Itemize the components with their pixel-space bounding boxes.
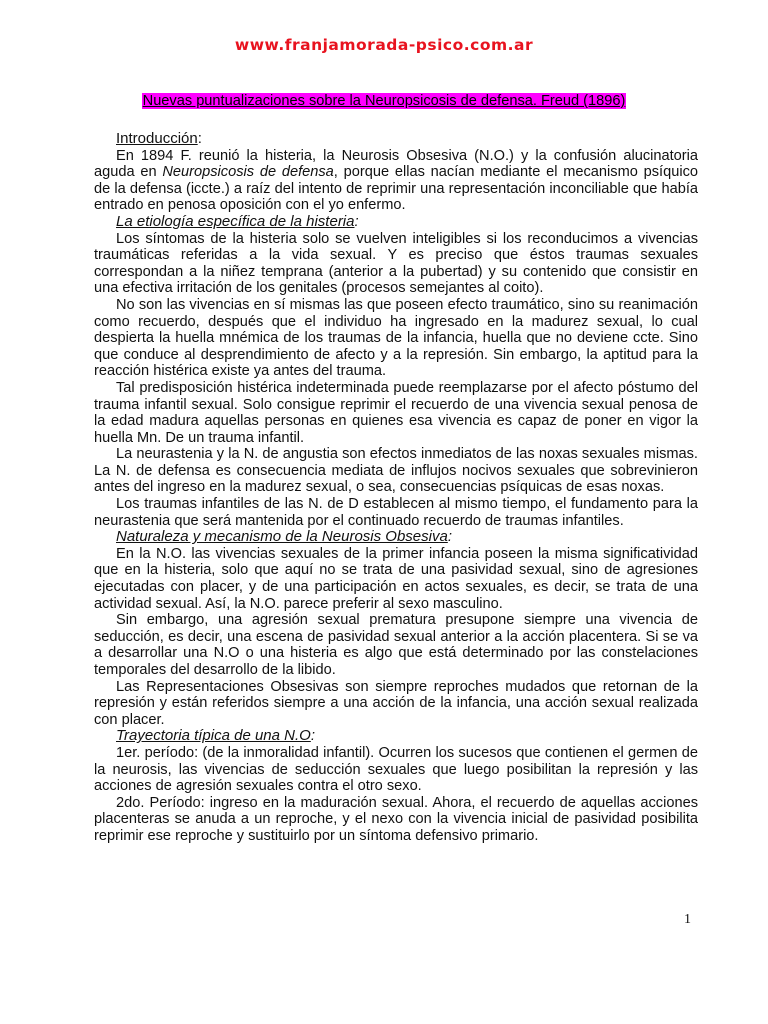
section-heading-etiologia: La etiología específica de la histeria: xyxy=(116,212,359,230)
paragraph: Los síntomas de la histeria solo se vuelven inteligibles si los reconducimos a vivencias traumáticas referidas a la vida sexual. Y es preciso que éstos traumas sexuales correspondan a la niñez temprana (anterior a la pubertad) y su contenido que consistir en una efectiva irritación de los genitales (procesos semejantes al coito). xyxy=(94,230,698,297)
paragraph: No son las vivencias en sí mismas las que poseen efecto traumático, sino su reanimación como recuerdo, después que el individuo ha ingresado en la madurez sexual, lo cual despierta la huella mnémica de los traumas de la infancia, huella que no deviene ccte. Sino que conduce al desprendimiento de afecto y a la represión. Sin embargo, la aptitud para la reacción histérica existe ya antes del trauma. xyxy=(94,296,698,380)
site-url-header[interactable]: www.franjamorada-psico.com.ar xyxy=(234,36,534,54)
paragraph: Los traumas infantiles de las N. de D establecen al mismo tiempo, el fundamento para la neurastenia que será mantenida por el continuado recuerdo de traumas infantiles. xyxy=(94,496,698,529)
paragraph: Tal predisposición histérica indeterminada puede reemplazarse por el afecto póstumo del trauma infantil sexual. Solo consigue reprimir el recuerdo de una vivencia sexual penosa de la edad madura aquellas personas en quienes esa vivencia es capaz de poner en vigor la huella Mn. De un trauma infantil. xyxy=(94,379,698,446)
page-number: 1 xyxy=(684,912,691,927)
paragraph: En la N.O. las vivencias sexuales de la primer infancia poseen la misma significatividad que en la histeria, solo que aquí no se trata de una pasividad sexual, sino de agresiones ejecutadas con placer, y de una participación en actos sexuales, es decir, se trata de una actividad sexual. Así, la N.O. parece preferir al sexo masculino. xyxy=(94,545,698,612)
section-heading-trayectoria: Trayectoria típica de una N.O: xyxy=(116,727,315,745)
paragraph: Las Representaciones Obsesivas son siempre reproches mudados que retornan de la represión y están referidos siempre a una acción de la infancia, una acción sexual realizada con placer. xyxy=(94,678,698,728)
section-heading-naturaleza: Naturaleza y mecanismo de la Neurosis Obsesiva: xyxy=(116,528,452,546)
document-title xyxy=(0,93,768,109)
paragraph: En 1894 F. reunió la histeria, la Neurosis Obsesiva (N.O.) y la confusión alucinatoria aguda en Neuropsicosis de defensa, porque ellas nacían mediante el mecanismo psíquico de la defensa (iccte.) a raíz del intento de reprimir una representación inconciliable que había entrado en penosa oposición con el yo enfermo. xyxy=(94,147,698,214)
document-title-text: Nuevas puntualizaciones sobre la Neuropsicosis de defensa. Freud (1896) xyxy=(142,93,626,109)
paragraph: 1er. período: (de la inmoralidad infantil). Ocurren los sucesos que contienen el germen de la neurosis, las vivencias de seducción sexuales que luego posibilitan la represión y las acciones de agresión sexuales contra el otro sexo. xyxy=(94,744,698,795)
paragraph: 2do. Período: ingreso en la maduración sexual. Ahora, el recuerdo de aquellas acciones placenteras se anuda a un reproche, y el nexo con la vivencia inicial de pasividad posibilita reprimir ese reproche y sustituirlo por un síntoma defensivo primario. xyxy=(94,794,698,844)
document-body xyxy=(94,131,698,845)
paragraph: La neurastenia y la N. de angustia son efectos inmediatos de las noxas sexuales mismas. La N. de defensa es consecuencia mediata de influjos nocivos sexuales que sobrevinieron antes del ingreso en la madurez sexual, o sea, consecuencias psíquicas de esas noxas. xyxy=(94,446,698,496)
paragraph: Sin embargo, una agresión sexual prematura presupone siempre una vivencia de seducción, es decir, una escena de pasividad sexual anterior a la acción placentera. Si se va a desarrollar una N.O o una histeria es algo que está determinado por las constelaciones temporales del desarrollo de la libido. xyxy=(94,612,698,678)
section-heading-introduccion: Introducción: xyxy=(116,130,202,147)
